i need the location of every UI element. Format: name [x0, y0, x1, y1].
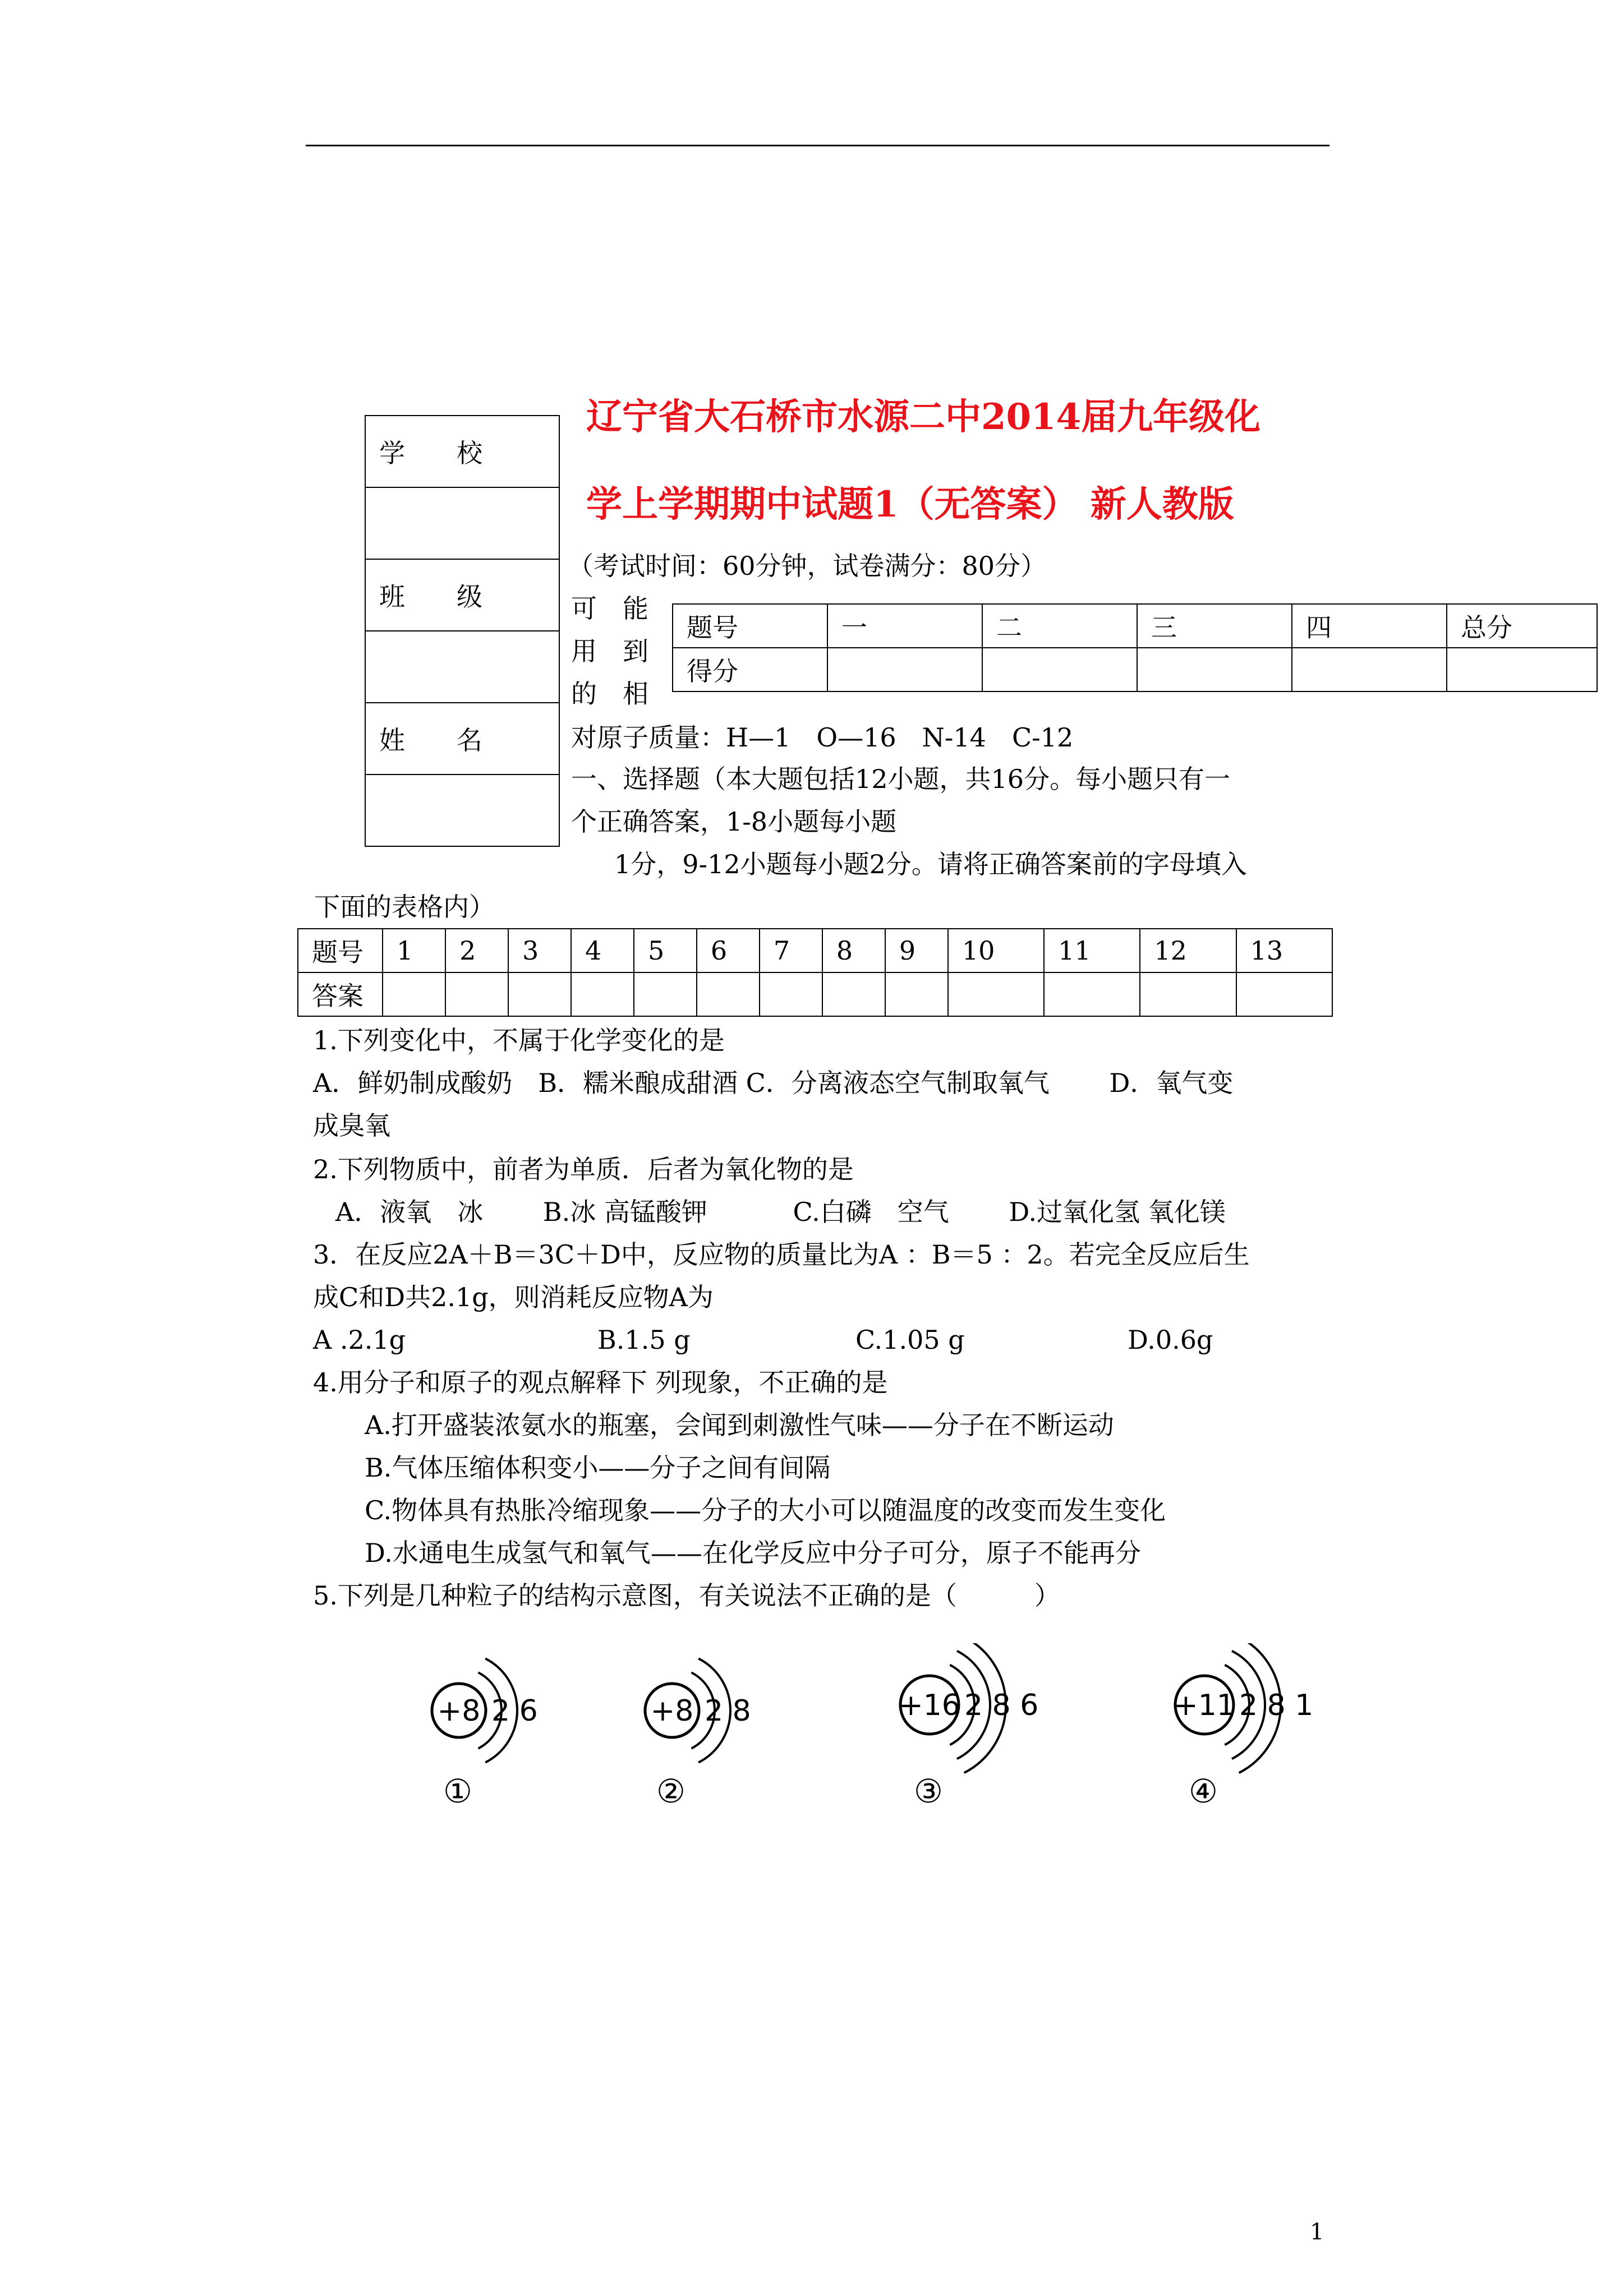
- answer-number: 6: [697, 929, 760, 972]
- school-label: 学 校: [365, 416, 559, 487]
- answer-cell[interactable]: [760, 972, 822, 1016]
- score-header: 总分: [1447, 604, 1597, 648]
- question-3-option-b: B.1.5 g: [597, 1325, 691, 1355]
- answer-table: [297, 928, 1333, 1017]
- question-4-option-c: C.物体具有热胀冷缩现象——分子的大小可以随温度的改变而发生变化: [365, 1495, 1166, 1525]
- atom-diagram: [872, 1643, 1052, 1778]
- electron-counts: 2 8 1: [1239, 1689, 1314, 1722]
- relmass-char: 到: [623, 636, 648, 666]
- answer-number: 3: [508, 929, 571, 972]
- answer-number: 12: [1140, 929, 1236, 972]
- electron-counts: 2 8 6: [964, 1689, 1039, 1722]
- electron-counts: 2 6: [491, 1694, 538, 1728]
- answer-number: 8: [822, 929, 885, 972]
- answer-header-label: 题号: [298, 929, 383, 972]
- question-3-option-d: D.0.6g: [1128, 1325, 1213, 1355]
- section1-line-2: 个正确答案，1-8小题每小题: [571, 806, 897, 837]
- atom-index-label: ③: [914, 1772, 943, 1810]
- answer-cell[interactable]: [1236, 972, 1332, 1016]
- question-4: 4.用分子和原子的观点解释下 列现象，不正确的是: [313, 1367, 888, 1398]
- page-number: 1: [1310, 2219, 1324, 2245]
- answer-cell[interactable]: [383, 972, 445, 1016]
- title-line-1: 辽宁省大石桥市水源二中2014届九年级化: [586, 396, 1261, 438]
- relmass-char: 能: [623, 593, 648, 624]
- answer-number: 4: [571, 929, 634, 972]
- question-4-option-a: A.打开盛装浓氨水的瓶塞，会闻到刺激性气味——分子在不断运动: [365, 1410, 1114, 1440]
- atom-diagram: [617, 1649, 797, 1783]
- answer-cell[interactable]: [571, 972, 634, 1016]
- answer-number: 13: [1236, 929, 1332, 972]
- answer-number: 1: [383, 929, 445, 972]
- score-header: 三: [1137, 604, 1292, 648]
- section1-line-4: 下面的表格内）: [314, 892, 495, 922]
- question-2-options: A．液氧 冰 B.冰 高锰酸钾 C.白磷 空气 D.过氧化氢 氧化镁: [335, 1197, 1226, 1227]
- question-5: 5.下列是几种粒子的结构示意图，有关说法不正确的是（ ）: [313, 1580, 1060, 1611]
- score-cell[interactable]: [1137, 648, 1292, 691]
- relmass-char: 用: [571, 636, 597, 666]
- atom-diagram: [1147, 1643, 1327, 1778]
- atom-index-label: ①: [443, 1772, 472, 1810]
- atom-index-label: ④: [1189, 1772, 1218, 1810]
- atom-index-label: ②: [656, 1772, 686, 1810]
- answer-number: 11: [1044, 929, 1140, 972]
- answer-number: 10: [948, 929, 1044, 972]
- question-2: 2.下列物质中，前者为单质．后者为氧化物的是: [313, 1154, 854, 1184]
- score-header: 一: [827, 604, 982, 648]
- question-4-option-b: B.气体压缩体积变小——分子之间有间隔: [365, 1453, 831, 1483]
- answer-cell[interactable]: [508, 972, 571, 1016]
- answer-cell[interactable]: [1044, 972, 1140, 1016]
- header-rule: [306, 145, 1329, 146]
- answer-number: 9: [885, 929, 948, 972]
- nucleus-charge: +8: [650, 1694, 694, 1728]
- question-3-cont: 成C和D共2.1g，则消耗反应物A为: [313, 1282, 714, 1312]
- answer-row-label: 答案: [298, 972, 383, 1016]
- question-3: 3．在反应2A＋B＝3C＋D中，反应物的质量比为A ：B＝5 ：2。若完全反应后生: [313, 1239, 1250, 1270]
- score-row-label: 得分: [673, 648, 827, 691]
- section1-line-1: 一、选择题（本大题包括12小题，共16分。每小题只有一: [571, 764, 1231, 794]
- relmass-char: 可: [571, 593, 597, 624]
- answer-number: 2: [445, 929, 508, 972]
- nucleus-charge: +8: [437, 1694, 481, 1728]
- question-1: 1.下列变化中，不属于化学变化的是: [313, 1025, 725, 1055]
- answer-cell[interactable]: [697, 972, 760, 1016]
- answer-number: 5: [634, 929, 697, 972]
- answer-cell[interactable]: [948, 972, 1044, 1016]
- score-cell[interactable]: [1447, 648, 1597, 691]
- relmass-char: 相: [623, 679, 648, 709]
- nucleus-charge: +11: [1174, 1689, 1235, 1722]
- relative-mass-line: 对原子质量：H—1 O—16 N-14 C-12: [571, 722, 1074, 753]
- name-label: 姓 名: [365, 703, 559, 774]
- score-cell[interactable]: [827, 648, 982, 691]
- question-3-option-a: A .2.1g: [313, 1325, 406, 1355]
- answer-cell[interactable]: [822, 972, 885, 1016]
- exam-info: （考试时间：60分钟，试卷满分：80分）: [568, 551, 1047, 581]
- relmass-char: 的: [571, 679, 597, 709]
- student-info-box: [365, 415, 560, 847]
- name-field[interactable]: [365, 774, 559, 846]
- answer-cell[interactable]: [1140, 972, 1236, 1016]
- question-1-options: A．鲜奶制成酸奶 B．糯米酿成甜酒 C．分离液态空气制取氧气 D．氧气变: [313, 1068, 1234, 1098]
- question-3-option-c: C.1.05 g: [855, 1325, 965, 1355]
- score-header: 二: [982, 604, 1137, 648]
- answer-cell[interactable]: [445, 972, 508, 1016]
- answer-cell[interactable]: [885, 972, 948, 1016]
- question-4-option-d: D.水通电生成氢气和氧气——在化学反应中分子可分，原子不能再分: [365, 1538, 1141, 1568]
- score-header: 题号: [673, 604, 827, 648]
- electron-counts: 2 8: [705, 1694, 751, 1728]
- score-cell[interactable]: [982, 648, 1137, 691]
- section1-line-3: 1分，9-12小题每小题2分。请将正确答案前的字母填入: [614, 849, 1247, 879]
- nucleus-charge: +16: [899, 1689, 960, 1722]
- answer-number: 7: [760, 929, 822, 972]
- answer-cell[interactable]: [634, 972, 697, 1016]
- score-header: 四: [1292, 604, 1447, 648]
- title-line-2: 学上学期期中试题1（无答案） 新人教版: [586, 483, 1234, 525]
- score-table: [672, 603, 1598, 692]
- atom-diagram: [404, 1649, 583, 1783]
- score-cell[interactable]: [1292, 648, 1447, 691]
- class-label: 班 级: [365, 559, 559, 631]
- question-1-options-cont: 成臭氧: [313, 1110, 390, 1141]
- school-field[interactable]: [365, 487, 559, 559]
- class-field[interactable]: [365, 631, 559, 703]
